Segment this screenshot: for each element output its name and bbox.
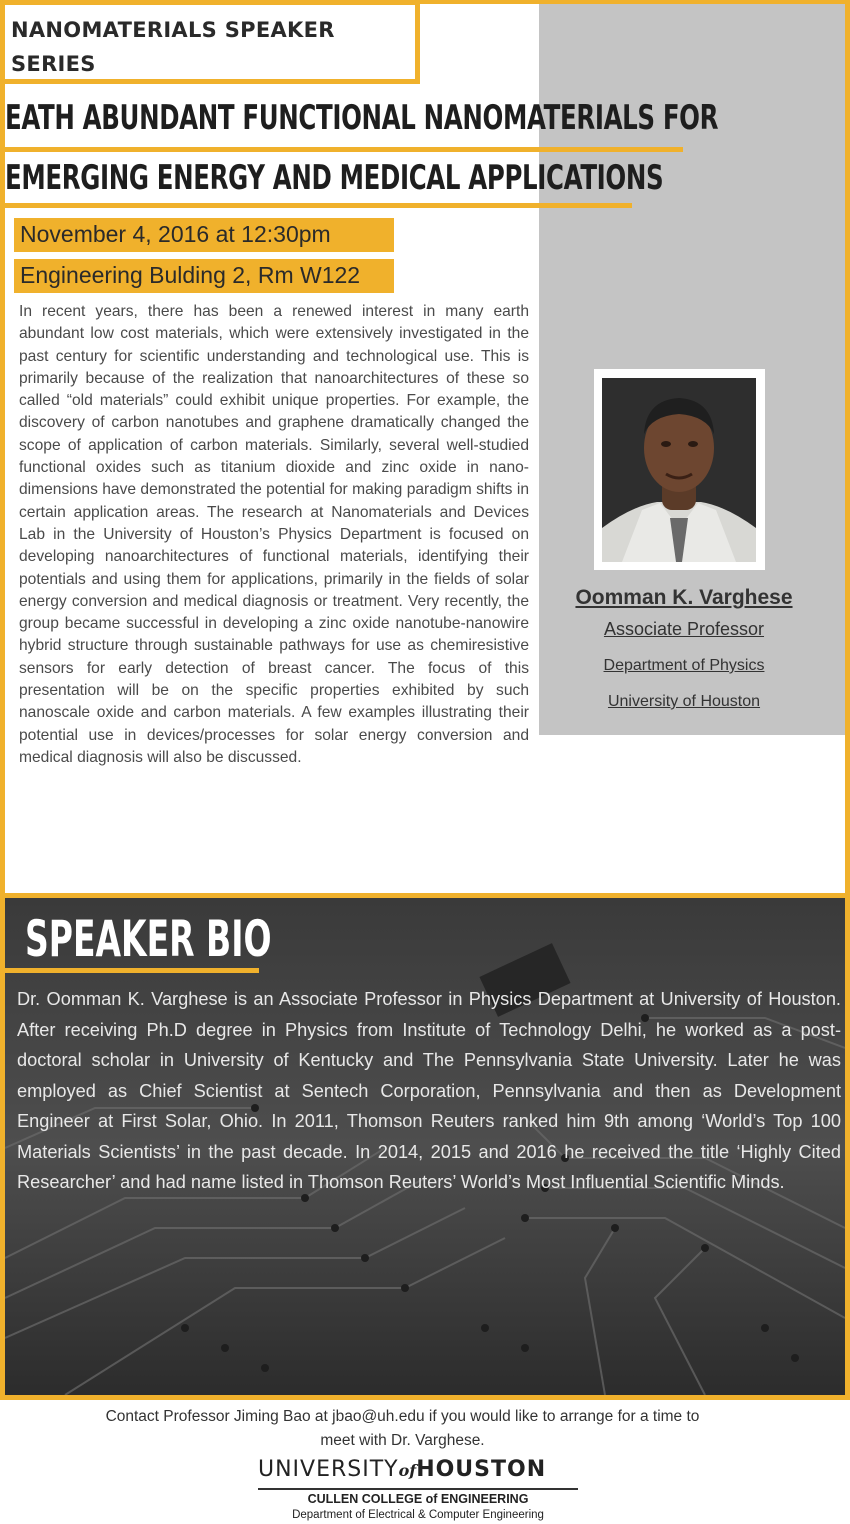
bio-heading-underline xyxy=(5,968,259,973)
title-underline-1 xyxy=(5,147,683,152)
speaker-name: Oomman K. Varghese xyxy=(575,586,793,609)
title-underline-2 xyxy=(5,203,632,208)
talk-title-line2: EMERGING ENERGY AND MEDICAL APPLICATIONS xyxy=(5,158,664,198)
speaker-photo xyxy=(602,378,756,562)
talk-abstract: In recent years, there has been a renewed interest in many earth abundant low cost materials, which were extensively investigated in the past century for scientific understanding and technological use. This is primarily because of the realization that nanoarchitectures of these so called “old materials” could exhibit unique properties. For example, the discovery of carbon nanotubes and graphene dramatically changed the scope of application of carbon materials. Similarly, several well-studied functional oxides such as titanium dioxide and zinc oxide in nano-dimensions have demonstrated the potential for making paradigm shifts in certain application areas. The research at Nanomaterials and Devices Lab in the University of Houston’s Physics Department is focused on developing nanoarchitectures of functional materials, identifying their potentials and using them for applications, primarily in the fields of solar energy conversion and medical diagnosis or treatment. Very recently, the group became successful in developing a zinc oxide nanotube-nanowire hybrid structure through sustainable pathways for use as chemiresistive sensors for early detection of breast cancer. The focus of this presentation will be on the specific properties exhibited by such nanoscale oxide and carbon materials. A few examples illustrating their potential use in devices/processes for solar energy conversion and medical diagnosis will also be discussed. xyxy=(19,303,529,766)
bio-heading: SPEAKER BIO xyxy=(25,910,272,968)
department-name: Department of Electrical & Computer Engineering xyxy=(292,1509,544,1521)
series-box xyxy=(0,0,420,84)
speaker-department: Department of Physics xyxy=(603,657,765,674)
series-label-line2: SERIES xyxy=(11,52,96,76)
college-name: CULLEN COLLEGE of ENGINEERING xyxy=(307,1492,529,1506)
bio-text: Dr. Oomman K. Varghese is an Associate Professor in Physics Department at University of Houston. After receiving Ph.D degree in Physics from Institute of Technology Delhi, he worked as a post-doctoral scholar in University of Kentucky and The Pennsylvania State University. Later he was employed as Chief Scientist at Sentech Corporation, Pennsylvania and then as Development Engineer at First Solar, Ohio. In 2011, Thomson Reuters ranked him 9th among ‘World’s Top 100 Materials Scientists’ in the past decade. In 2014, 2015 and 2016 he received the title ‘Highly Cited Researcher’ and had name listed in Thomson Reuters’ World’s Most Influential Scientific Minds. xyxy=(17,989,841,1192)
logo-of-text: of xyxy=(398,1461,417,1480)
series-label-line1: NANOMATERIALS SPEAKER xyxy=(11,18,335,42)
speaker-title: Associate Professor xyxy=(603,619,765,639)
event-datetime: November 4, 2016 at 12:30pm xyxy=(14,218,394,252)
speaker-photo-frame xyxy=(594,369,765,570)
contact-note: Contact Professor Jiming Bao at jbao@uh.edu if you would like to arrange for a time to meet with Dr. Varghese. xyxy=(105,1408,700,1449)
speaker-bio-section xyxy=(0,893,850,1400)
speaker-university: University of Houston xyxy=(607,693,761,710)
logo-divider xyxy=(258,1488,578,1490)
logo-houston-text: HOUSTON xyxy=(416,1457,547,1482)
event-location: Engineering Bulding 2, Rm W122 xyxy=(14,259,394,293)
university-logo xyxy=(258,1457,546,1482)
logo-university-text: UNIVERSITY xyxy=(258,1457,399,1482)
talk-title-line1: EATH ABUNDANT FUNCTIONAL NANOMATERIALS FOR xyxy=(5,98,719,138)
